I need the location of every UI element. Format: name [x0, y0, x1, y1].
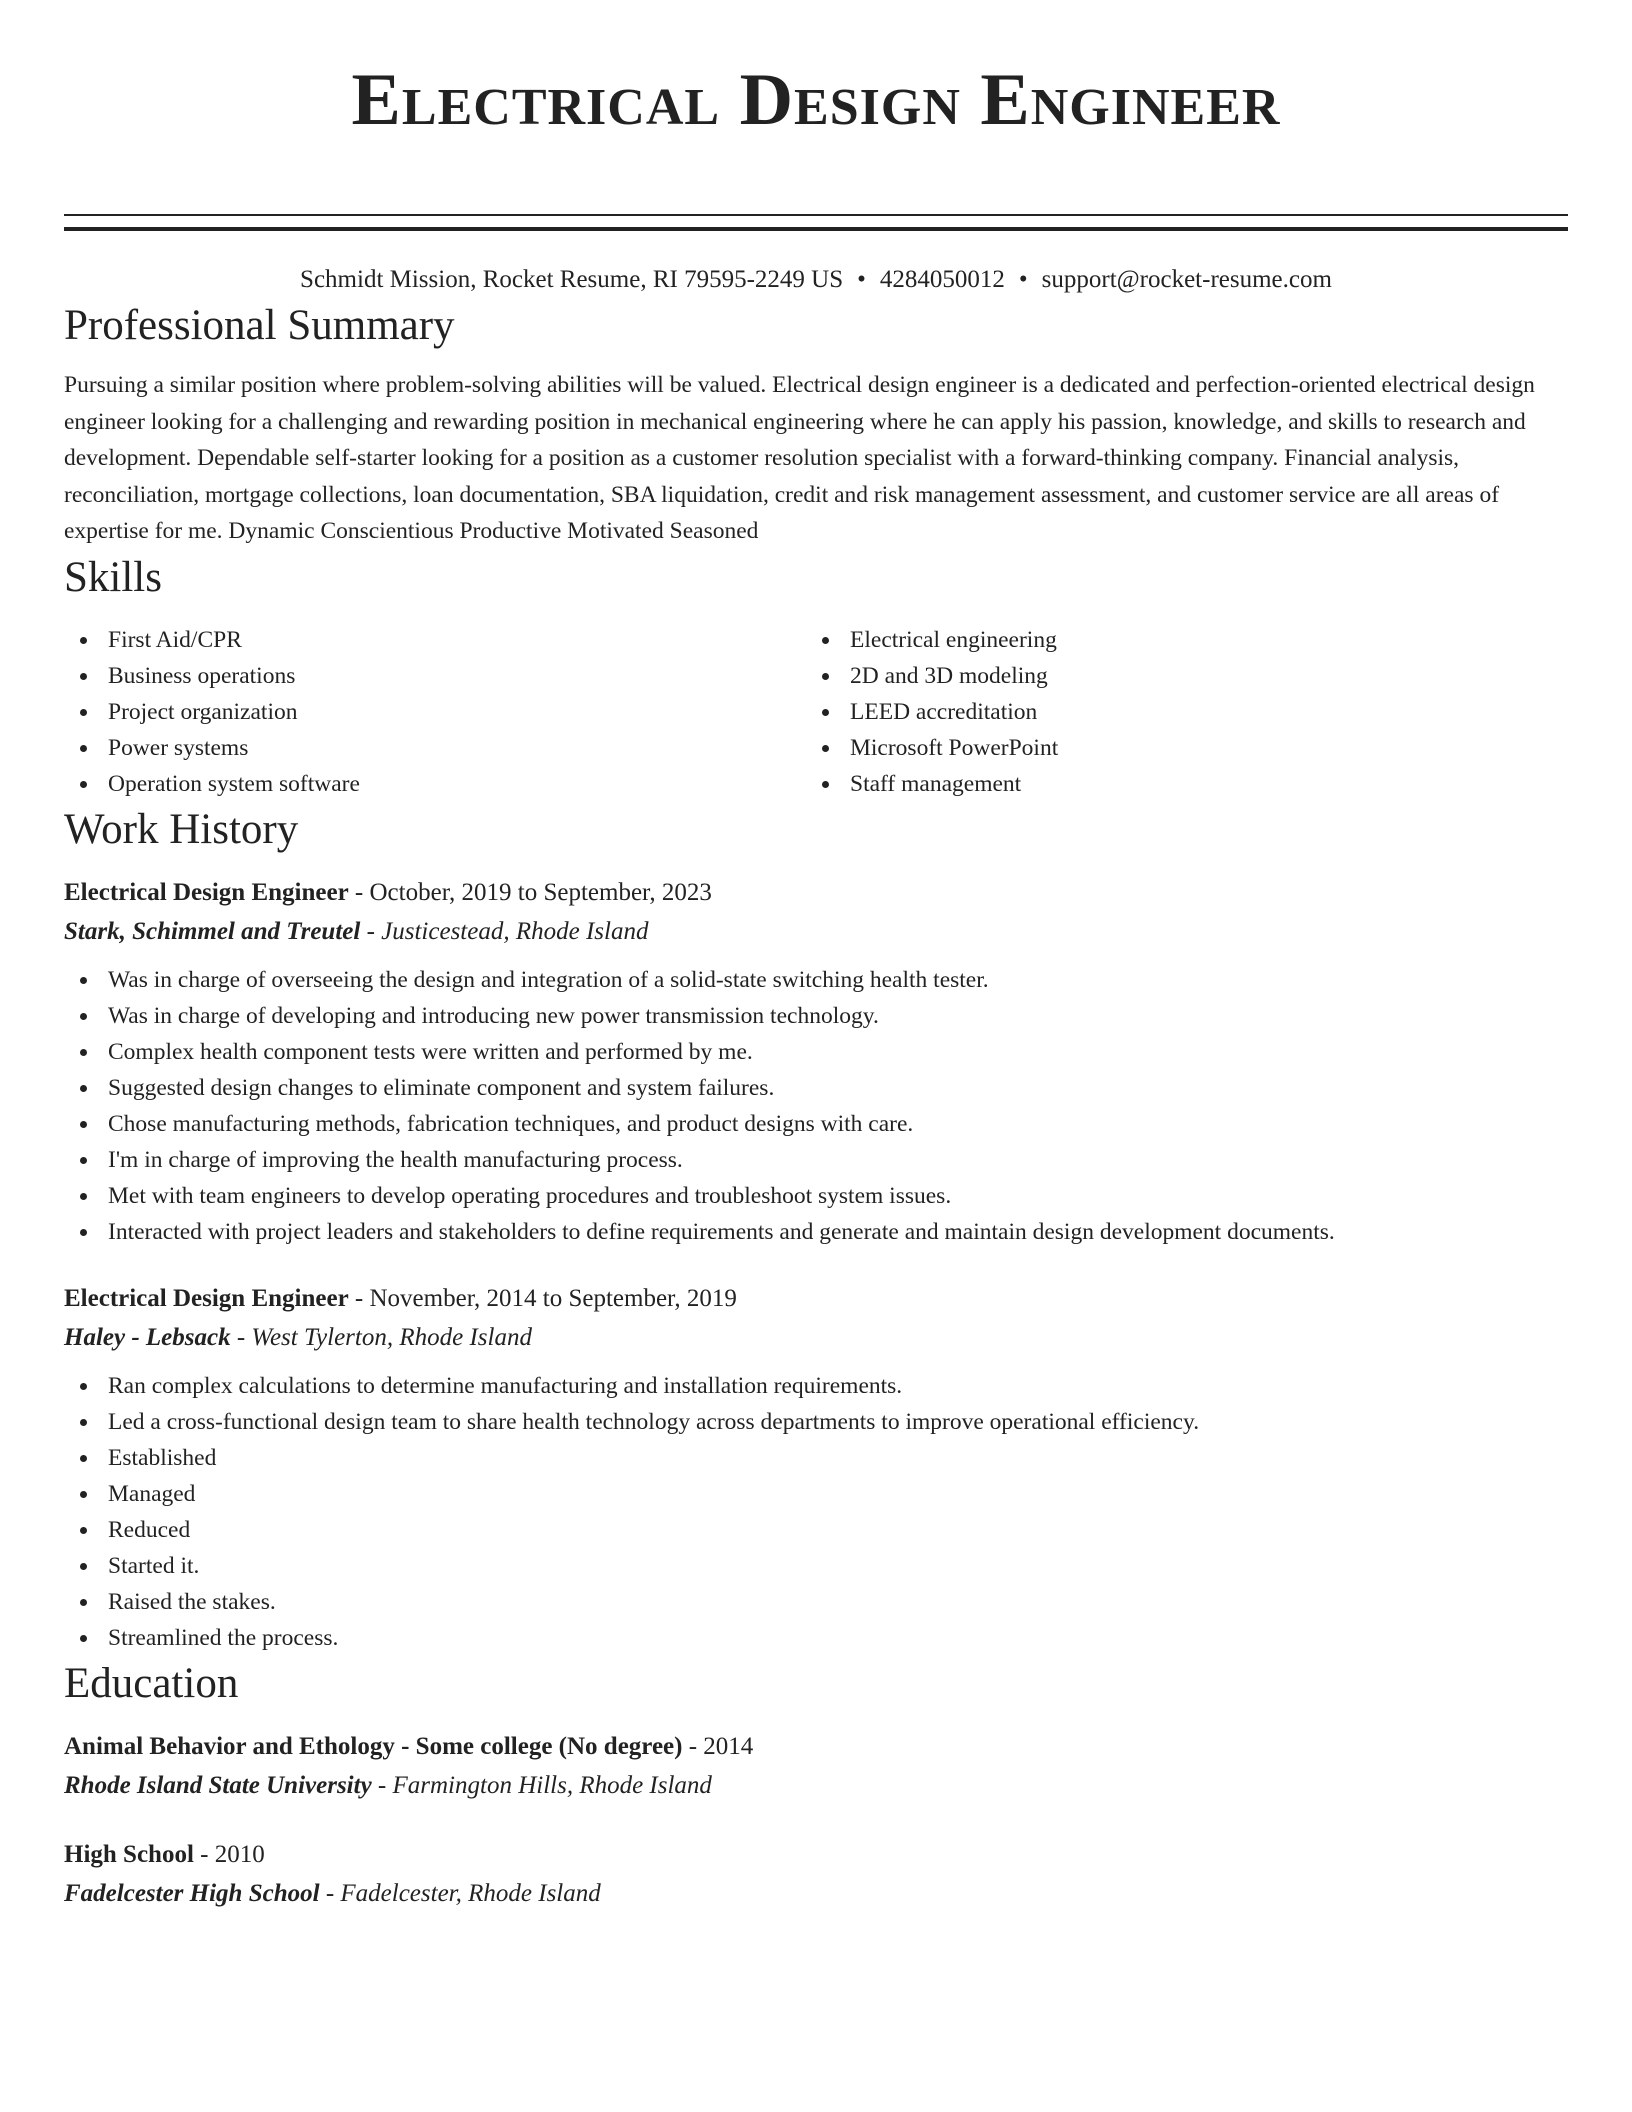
job-duty: Raised the stakes. — [64, 1584, 1568, 1620]
degree-line — [64, 1728, 1568, 1766]
school-line — [64, 1874, 1568, 1914]
skills-column-right — [806, 622, 1548, 802]
job-duty: Reduced — [64, 1512, 1568, 1548]
education-heading: Education — [64, 1659, 239, 1707]
contact-address: Schmidt Mission, Rocket Resume, RI 79595-2249 US — [300, 266, 844, 293]
job-duty: Complex health component tests were written and performed by me. — [64, 1034, 1568, 1070]
job-title: Electrical Design Engineer — [64, 878, 349, 906]
school-location: - Fadelcester, Rhode Island — [319, 1879, 601, 1907]
job-dates: - October, 2019 to September, 2023 — [348, 878, 712, 906]
job-entry — [64, 874, 1568, 1250]
education-entry — [64, 1836, 1568, 1914]
resume-name: Electrical Design Engineer — [351, 59, 1281, 141]
education-entry — [64, 1728, 1568, 1806]
job-duty: Was in charge of developing and introducing new power transmission technology. — [64, 998, 1568, 1034]
job-dates: - November, 2014 to September, 2019 — [348, 1284, 737, 1312]
work-history-heading: Work History — [64, 805, 299, 853]
degree-name: Animal Behavior and Ethology - Some college (No degree) — [64, 1732, 683, 1760]
job-duty: Started it. — [64, 1548, 1568, 1584]
skill-item: Business operations — [64, 658, 806, 694]
job-entry — [64, 1280, 1568, 1656]
skills-list-left — [64, 622, 806, 802]
company-location: - Justicestead, Rhode Island — [360, 917, 649, 945]
job-duty: Led a cross-functional design team to share health technology across departments to improve operational efficiency. — [64, 1404, 1568, 1440]
degree-line — [64, 1836, 1568, 1874]
degree-year: - 2010 — [193, 1840, 265, 1868]
skill-item: Operation system software — [64, 766, 806, 802]
skills-grid — [64, 622, 1568, 802]
skill-item: LEED accreditation — [806, 694, 1548, 730]
degree-name: High School — [64, 1840, 194, 1868]
contact-phone: 4284050012 — [879, 266, 1005, 293]
job-duty: Interacted with project leaders and stakeholders to define requirements and generate and maintain design development documents. — [64, 1214, 1568, 1250]
job-duty: Ran complex calculations to determine manufacturing and installation requirements. — [64, 1368, 1568, 1404]
job-duty: I'm in charge of improving the health manufacturing process. — [64, 1142, 1568, 1178]
company-line — [64, 912, 1568, 952]
job-title: Electrical Design Engineer — [64, 1284, 349, 1312]
job-title-line — [64, 874, 1568, 912]
school-name: Rhode Island State University — [64, 1771, 372, 1799]
job-duties-list — [64, 962, 1568, 1250]
skill-item: 2D and 3D modeling — [806, 658, 1548, 694]
contact-separator: • — [857, 266, 866, 293]
contact-line — [64, 262, 1568, 298]
summary-text: Pursuing a similar position where problem-solving abilities will be valued. Electrical design engineer is a dedicated and perfection-oriented electrical design engineer looking for a challenging and rewarding position in mechanical engineering where he can apply his passion, knowledge, and skills to research and development. Dependable self-starter looking for a position as a customer resolution specialist with a forward-thinking company. Financial analysis, reconciliation, mortgage collections, loan documentation, SBA liquidation, credit and risk management assessment, and customer service are all areas of expertise for me. Dynamic Conscientious Productive Motivated Seasoned — [64, 372, 1535, 544]
company-name: Haley - Lebsack — [64, 1323, 231, 1351]
skills-list-right — [806, 622, 1548, 802]
job-duties-list — [64, 1368, 1568, 1656]
job-duty: Managed — [64, 1476, 1568, 1512]
degree-year: - 2014 — [682, 1732, 754, 1760]
summary-heading: Professional Summary — [64, 302, 455, 349]
skill-item: Staff management — [806, 766, 1548, 802]
school-location: - Farmington Hills, Rhode Island — [371, 1771, 712, 1799]
skill-item: First Aid/CPR — [64, 622, 806, 658]
company-location: - West Tylerton, Rhode Island — [230, 1323, 532, 1351]
school-name: Fadelcester High School — [64, 1879, 320, 1907]
job-duty: Streamlined the process. — [64, 1620, 1568, 1656]
company-name: Stark, Schimmel and Treutel — [64, 917, 361, 945]
job-title-line — [64, 1280, 1568, 1318]
job-duty: Met with team engineers to develop operating procedures and troubleshoot system issues. — [64, 1178, 1568, 1214]
skills-column-left — [64, 622, 806, 802]
skill-item: Power systems — [64, 730, 806, 766]
job-duty: Established — [64, 1440, 1568, 1476]
skills-heading: Skills — [64, 553, 162, 601]
job-duty: Suggested design changes to eliminate component and system failures. — [64, 1070, 1568, 1106]
skill-item: Electrical engineering — [806, 622, 1548, 658]
header-divider — [64, 214, 1568, 231]
company-line — [64, 1318, 1568, 1358]
skill-item: Microsoft PowerPoint — [806, 730, 1548, 766]
job-duty: Was in charge of overseeing the design and integration of a solid-state switching health tester. — [64, 962, 1568, 998]
contact-separator: • — [1018, 266, 1028, 293]
contact-email: support@rocket-resume.com — [1041, 266, 1332, 293]
skill-item: Project organization — [64, 694, 806, 730]
job-duty: Chose manufacturing methods, fabrication techniques, and product designs with care. — [64, 1106, 1568, 1142]
school-line — [64, 1766, 1568, 1806]
